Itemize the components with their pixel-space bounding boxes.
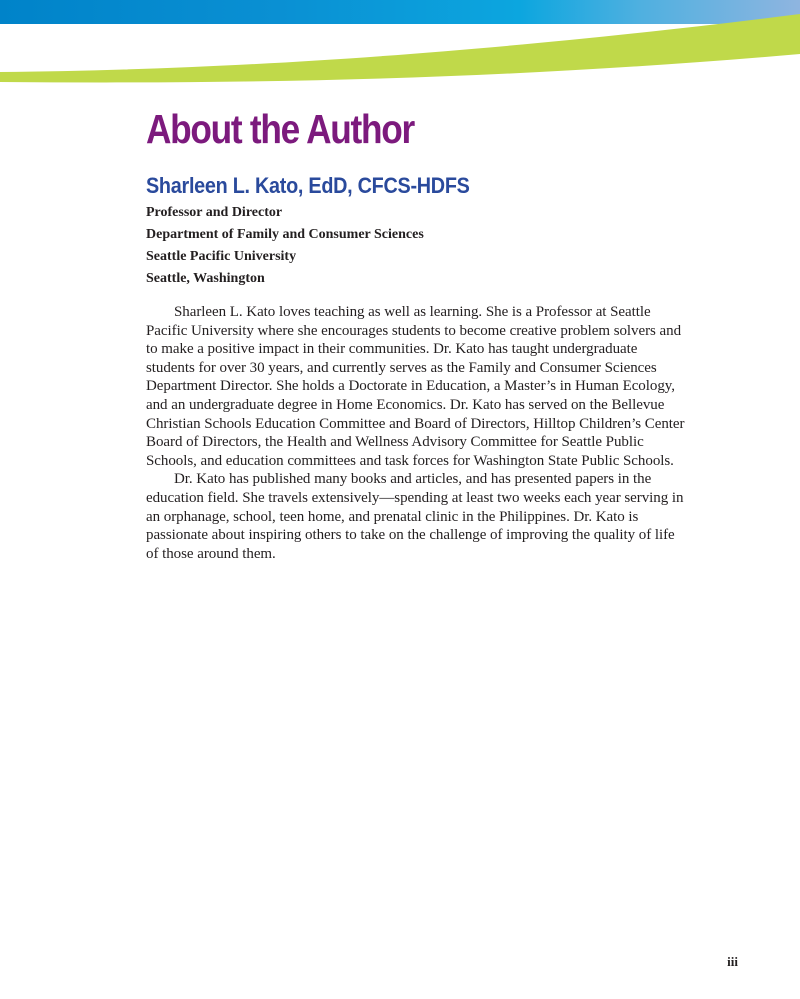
- page-title: About the Author: [146, 106, 414, 152]
- bio-paragraph: Sharleen L. Kato loves teaching as well as learning. She is a Professor at Seattle Pacific University where she encourages students to become creative problem solvers and to make a positive impact in their communities. Dr. Kato has taught undergraduate students for over 30 years, and currently serves as the Family and Consumer Sciences Department Director. She holds a Doctorate in Education, a Master’s in Human Ecology, and an undergraduate degree in Home Economics. Dr. Kato has served on the Bellevue Christian Schools Education Committee and Board of Directors, Hilltop Children’s Center Board of Directors, the Health and Wellness Advisory Committee for Seattle Public Schools, and education committees and task forces for Washington State Public Schools.: [146, 304, 685, 469]
- affiliation-line: Seattle, Washington: [146, 271, 265, 286]
- affiliation-line: Department of Family and Consumer Sciences: [146, 227, 424, 242]
- page-content: [146, 104, 686, 563]
- green-swoosh-decoration: [0, 0, 800, 90]
- author-affiliation: [146, 202, 686, 290]
- affiliation-line: Professor and Director: [146, 205, 283, 220]
- affiliation-line: Seattle Pacific University: [146, 249, 297, 264]
- author-name: Sharleen L. Kato, EdD, CFCS-HDFS: [146, 173, 470, 198]
- page-number: iii: [727, 954, 738, 969]
- author-bio: [146, 303, 686, 563]
- bio-paragraph: Dr. Kato has published many books and articles, and has presented papers in the education field. She travels extensively—spending at least two weeks each year serving in an orphanage, school, teen home, and prenatal clinic in the Philippines. Dr. Kato is passionate about inspiring others to take on the challenge of improving the quality of life of those around them.: [146, 471, 684, 562]
